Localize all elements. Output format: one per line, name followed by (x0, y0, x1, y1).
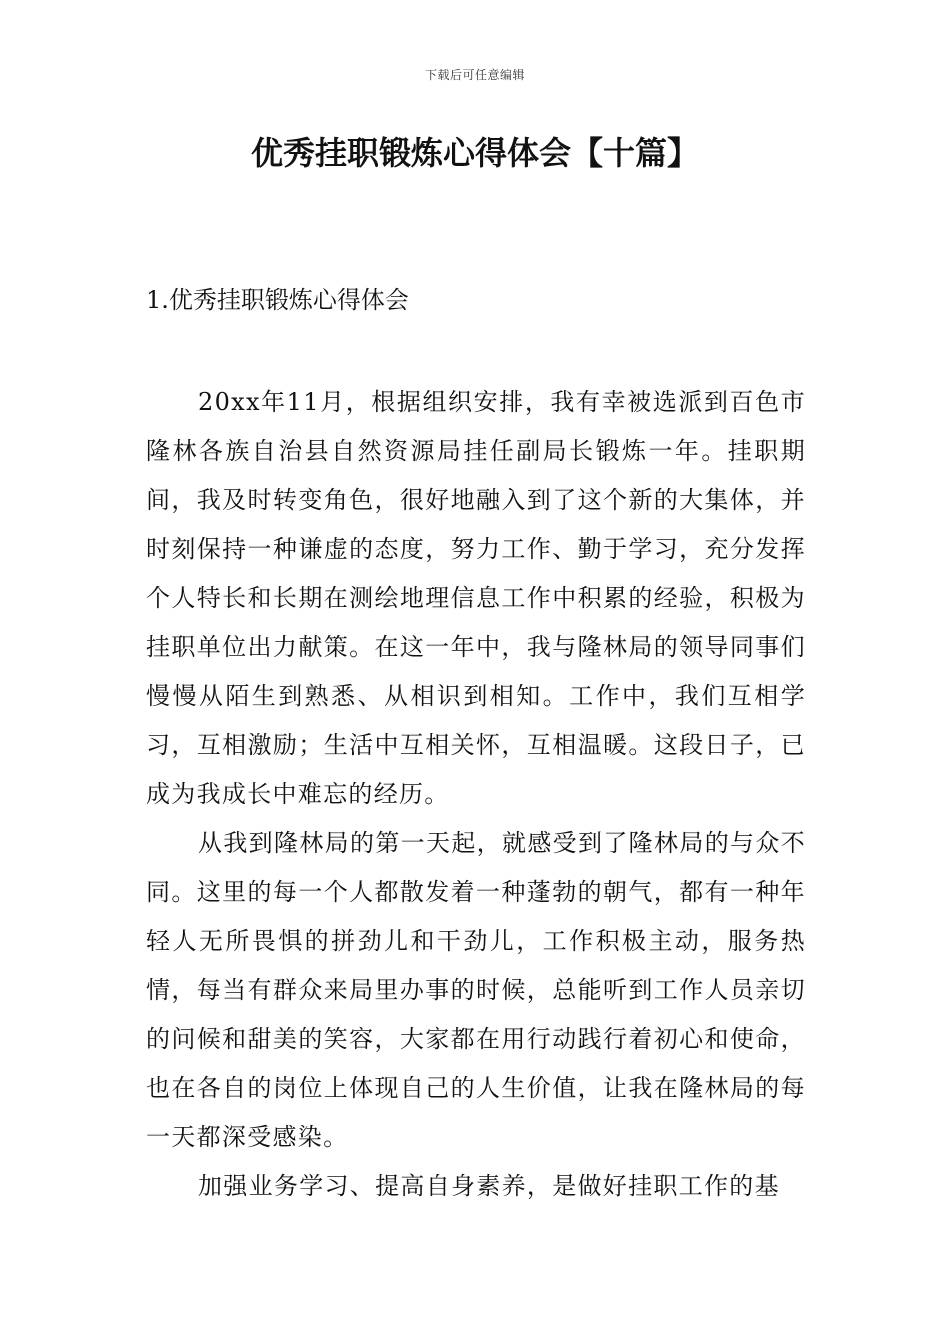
paragraph: 从我到隆林局的第一天起，就感受到了隆林局的与众不同。这里的每一个人都散发着一种蓬勃的朝气，都有一种年轻人无所畏惧的拼劲儿和干劲儿，工作积极主动，服务热情，每当有群众来局里办事的时候，总能听到工作人员亲切的问候和甜美的笑容，大家都在用行动践行着初心和使命，也在各自的岗位上体现自己的人生价值，让我在隆林局的每一天都深受感染。 (146, 829, 806, 1151)
document-title: 优秀挂职锻炼心得体会【十篇】 (250, 134, 699, 172)
section-heading: 1.优秀挂职锻炼心得体会 (146, 286, 409, 314)
paragraph: 加强业务学习、提高自身素养，是做好挂职工作的基 (198, 1172, 780, 1200)
header-note: 下载后可任意编辑 (424, 68, 525, 82)
body-text (146, 378, 806, 1211)
paragraph: 20xx年11月，根据组织安排，我有幸被选派到百色市隆林各族自治县自然资源局挂任副局长锻炼一年。挂职期间，我及时转变角色，很好地融入到了这个新的大集体，并时刻保持一种谦虚的态度，努力工作、勤于学习，充分发挥个人特长和长期在测绘地理信息工作中积累的经验，积极为挂职单位出力献策。在这一年中，我与隆林局的领导同事们慢慢从陌生到熟悉、从相识到相知。工作中，我们互相学习，互相激励；生活中互相关怀，互相温暖。这段日子，已成为我成长中难忘的经历。 (146, 388, 806, 808)
